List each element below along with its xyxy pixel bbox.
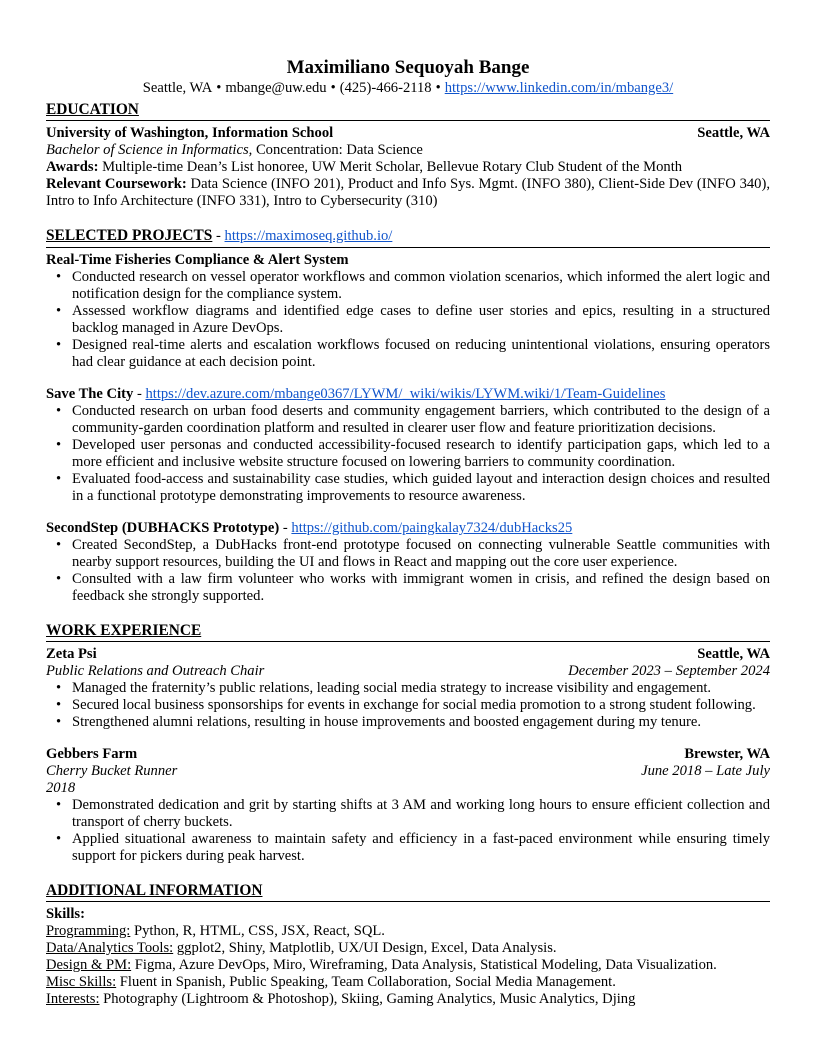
section-heading-additional [46, 881, 770, 902]
secondstep-link[interactable]: https://github.com/paingkalay7324/dubHacks25 [291, 520, 573, 536]
skills-category-label: Misc Skills: [46, 974, 117, 990]
bullet-item [46, 403, 770, 437]
bullet-item [46, 303, 770, 337]
coursework-line [46, 176, 770, 210]
bullet-item [46, 714, 770, 731]
bullet-icon: • [56, 471, 62, 487]
bullet-text: Demonstrated dedication and grit by starting shifts at 3 AM and working long hours to ensure efficient collection and transport of cherry buckets. [72, 797, 770, 830]
bullet-icon: • [56, 697, 62, 713]
bullet-icon: • [56, 537, 62, 553]
save-the-city-link[interactable]: https://dev.azure.com/mbange0367/LYWM/_wiki/wikis/LYWM.wiki/1/Team-Guidelines [145, 386, 666, 402]
separator-dot-icon: • [435, 80, 441, 96]
coursework-text: Data Science (INFO 201), Product and Info Sys. Mgmt. (INFO 380), Client-Side Dev (INFO 340), Intro to Info Architecture (INFO 331), Intro to Cybersecurity (310) [46, 176, 770, 209]
job-role: Cherry Bucket Runner [46, 763, 178, 779]
section-heading-projects [46, 226, 770, 248]
skills-category-label: Interests: [46, 991, 100, 1007]
degree-concentration: Concentration: Data Science [252, 142, 423, 158]
bullet-item [46, 797, 770, 831]
company-location: Seattle, WA [697, 646, 770, 662]
bullet-item [46, 269, 770, 303]
section-heading-label: SELECTED PROJECTS [46, 227, 213, 244]
bullet-text: Designed real-time alerts and escalation workflows focused on reducing unintentional violations, ensuring operators had clear guidance at each decision point. [72, 337, 770, 370]
skills-line-design-pm [46, 957, 770, 974]
school-location: Seattle, WA [697, 125, 770, 141]
degree-line [46, 142, 770, 159]
project-title-fisheries: Real-Time Fisheries Compliance & Alert System [46, 252, 349, 268]
skills-line-data-tools [46, 940, 770, 957]
projects-portfolio-link[interactable]: https://maximoseq.github.io/ [224, 228, 393, 244]
bullet-item [46, 471, 770, 505]
job-role: Public Relations and Outreach Chair [46, 663, 265, 679]
bullet-item [46, 697, 770, 714]
job-role-row [46, 663, 770, 680]
bullet-text: Managed the fraternity’s public relations, leading social media strategy to increase visibility and engagement. [72, 680, 712, 696]
skills-category-label: Programming: [46, 923, 131, 939]
skills-label: Skills: [46, 906, 85, 922]
bullet-icon: • [56, 337, 62, 353]
job-company-row [46, 646, 770, 663]
bullet-text: Assessed workflow diagrams and identified edge cases to define user stories and epics, resulting in a structured backlog managed in Azure DevOps. [72, 303, 770, 336]
separator-dot-icon: • [330, 80, 336, 96]
separator-dot-icon: • [216, 80, 222, 96]
section-heading-label: EDUCATION [46, 101, 139, 118]
contact-phone: (425)-466-2118 [339, 80, 432, 96]
bullet-text: Developed user personas and conducted accessibility-focused research to identify participation gaps, which led to a more efficient and inclusive website structure focused on lowering barriers to community coordination. [72, 437, 770, 470]
bullet-item [46, 537, 770, 571]
title-separator: - [279, 520, 292, 536]
section-heading-label: ADDITIONAL INFORMATION [46, 882, 263, 899]
skills-text: Figma, Azure DevOps, Miro, Wireframing, Data Analysis, Statistical Modeling, Data Visualization. [131, 957, 717, 973]
project-title-text: Save The City [46, 386, 134, 402]
bullet-icon: • [56, 269, 62, 285]
bullet-icon: • [56, 714, 62, 730]
bullet-icon: • [56, 571, 62, 587]
bullet-icon: • [56, 797, 62, 813]
job-dates: December 2023 – September 2024 [568, 663, 770, 679]
education-school-row [46, 125, 770, 142]
job-role-row [46, 763, 770, 780]
bullet-item [46, 337, 770, 371]
bullet-text: Conducted research on vessel operator workflows and common violation scenarios, which informed the alert logic and notification design for the compliance system. [72, 269, 770, 302]
project-title-text: SecondStep (DUBHACKS Prototype) [46, 520, 280, 536]
job-company-row [46, 746, 770, 763]
section-heading-label: WORK EXPERIENCE [46, 622, 202, 639]
section-heading-education [46, 100, 770, 121]
skills-text: Fluent in Spanish, Public Speaking, Team Collaboration, Social Media Management. [116, 974, 616, 990]
bullet-icon: • [56, 680, 62, 696]
contact-location: Seattle, WA [142, 80, 213, 96]
degree-title: Bachelor of Science in Informatics, [46, 142, 253, 158]
bullet-text: Strengthened alumni relations, resulting in house improvements and boosted engagement during my tenure. [72, 714, 702, 730]
bullet-icon: • [56, 437, 62, 453]
bullet-item [46, 437, 770, 471]
skills-text: ggplot2, Shiny, Matplotlib, UX/UI Design, Excel, Data Analysis. [173, 940, 557, 956]
bullet-icon: • [56, 831, 62, 847]
title-separator: - [133, 386, 146, 402]
bullet-item [46, 680, 770, 697]
section-heading-experience [46, 621, 770, 642]
skills-category-label: Data/Analytics Tools: [46, 940, 174, 956]
skills-category-label: Design & PM: [46, 957, 132, 973]
bullet-icon: • [56, 403, 62, 419]
bullet-text: Applied situational awareness to maintain safety and efficiency in a fast-paced environment while ensuring timely support for pickers during peak harvest. [72, 831, 770, 864]
awards-label: Awards: [46, 159, 99, 175]
bullet-item [46, 571, 770, 605]
heading-separator: - [212, 228, 225, 244]
bullet-icon: • [56, 303, 62, 319]
coursework-label: Relevant Coursework: [46, 176, 187, 192]
project-title-save-the-city [46, 386, 770, 403]
company-location: Brewster, WA [684, 746, 770, 762]
bullet-item [46, 831, 770, 865]
skills-text: Python, R, HTML, CSS, JSX, React, SQL. [130, 923, 385, 939]
company-name: Gebbers Farm [46, 746, 138, 762]
awards-line [46, 159, 770, 176]
skills-line-programming [46, 923, 770, 940]
contact-line [46, 80, 770, 97]
skills-text: Photography (Lightroom & Photoshop), Skiing, Gaming Analytics, Music Analytics, Djing [99, 991, 636, 1007]
awards-text: Multiple-time Dean’s List honoree, UW Merit Scholar, Bellevue Rotary Club Student of the Month [98, 159, 683, 175]
page-title: Maximiliano Sequoyah Bange [286, 57, 530, 78]
job-dates-wrap: 2018 [46, 780, 76, 796]
skills-line-misc [46, 974, 770, 991]
skills-line-interests [46, 991, 770, 1008]
linkedin-link[interactable]: https://www.linkedin.com/in/mbange3/ [444, 80, 674, 96]
bullet-text: Conducted research on urban food deserts and community engagement barriers, which contributed to the design of a community-garden coordination platform and resulted in clearer user flow and feature prioritization decisions. [72, 403, 770, 436]
bullet-text: Secured local business sponsorships for events in exchange for social media promotion to a strong student following. [72, 697, 756, 713]
bullet-text: Created SecondStep, a DubHacks front-end prototype focused on connecting vulnerable Seattle communities with nearby support resources, building the UI and flows in React and mapping out the core user experience. [72, 537, 770, 570]
contact-email: mbange@uw.edu [225, 80, 327, 96]
company-name: Zeta Psi [46, 646, 97, 662]
bullet-text: Evaluated food-access and sustainability case studies, which guided layout and interaction design choices and resulted in a functional prototype demonstrating improvements to resource awareness. [72, 471, 770, 504]
school-name: University of Washington, Information School [46, 125, 334, 141]
job-dates: June 2018 – Late July [641, 763, 770, 779]
project-title-secondstep [46, 520, 770, 537]
bullet-text: Consulted with a law firm volunteer who works with immigrant women in crisis, and refined the design based on feedback she strongly supported. [72, 571, 770, 604]
